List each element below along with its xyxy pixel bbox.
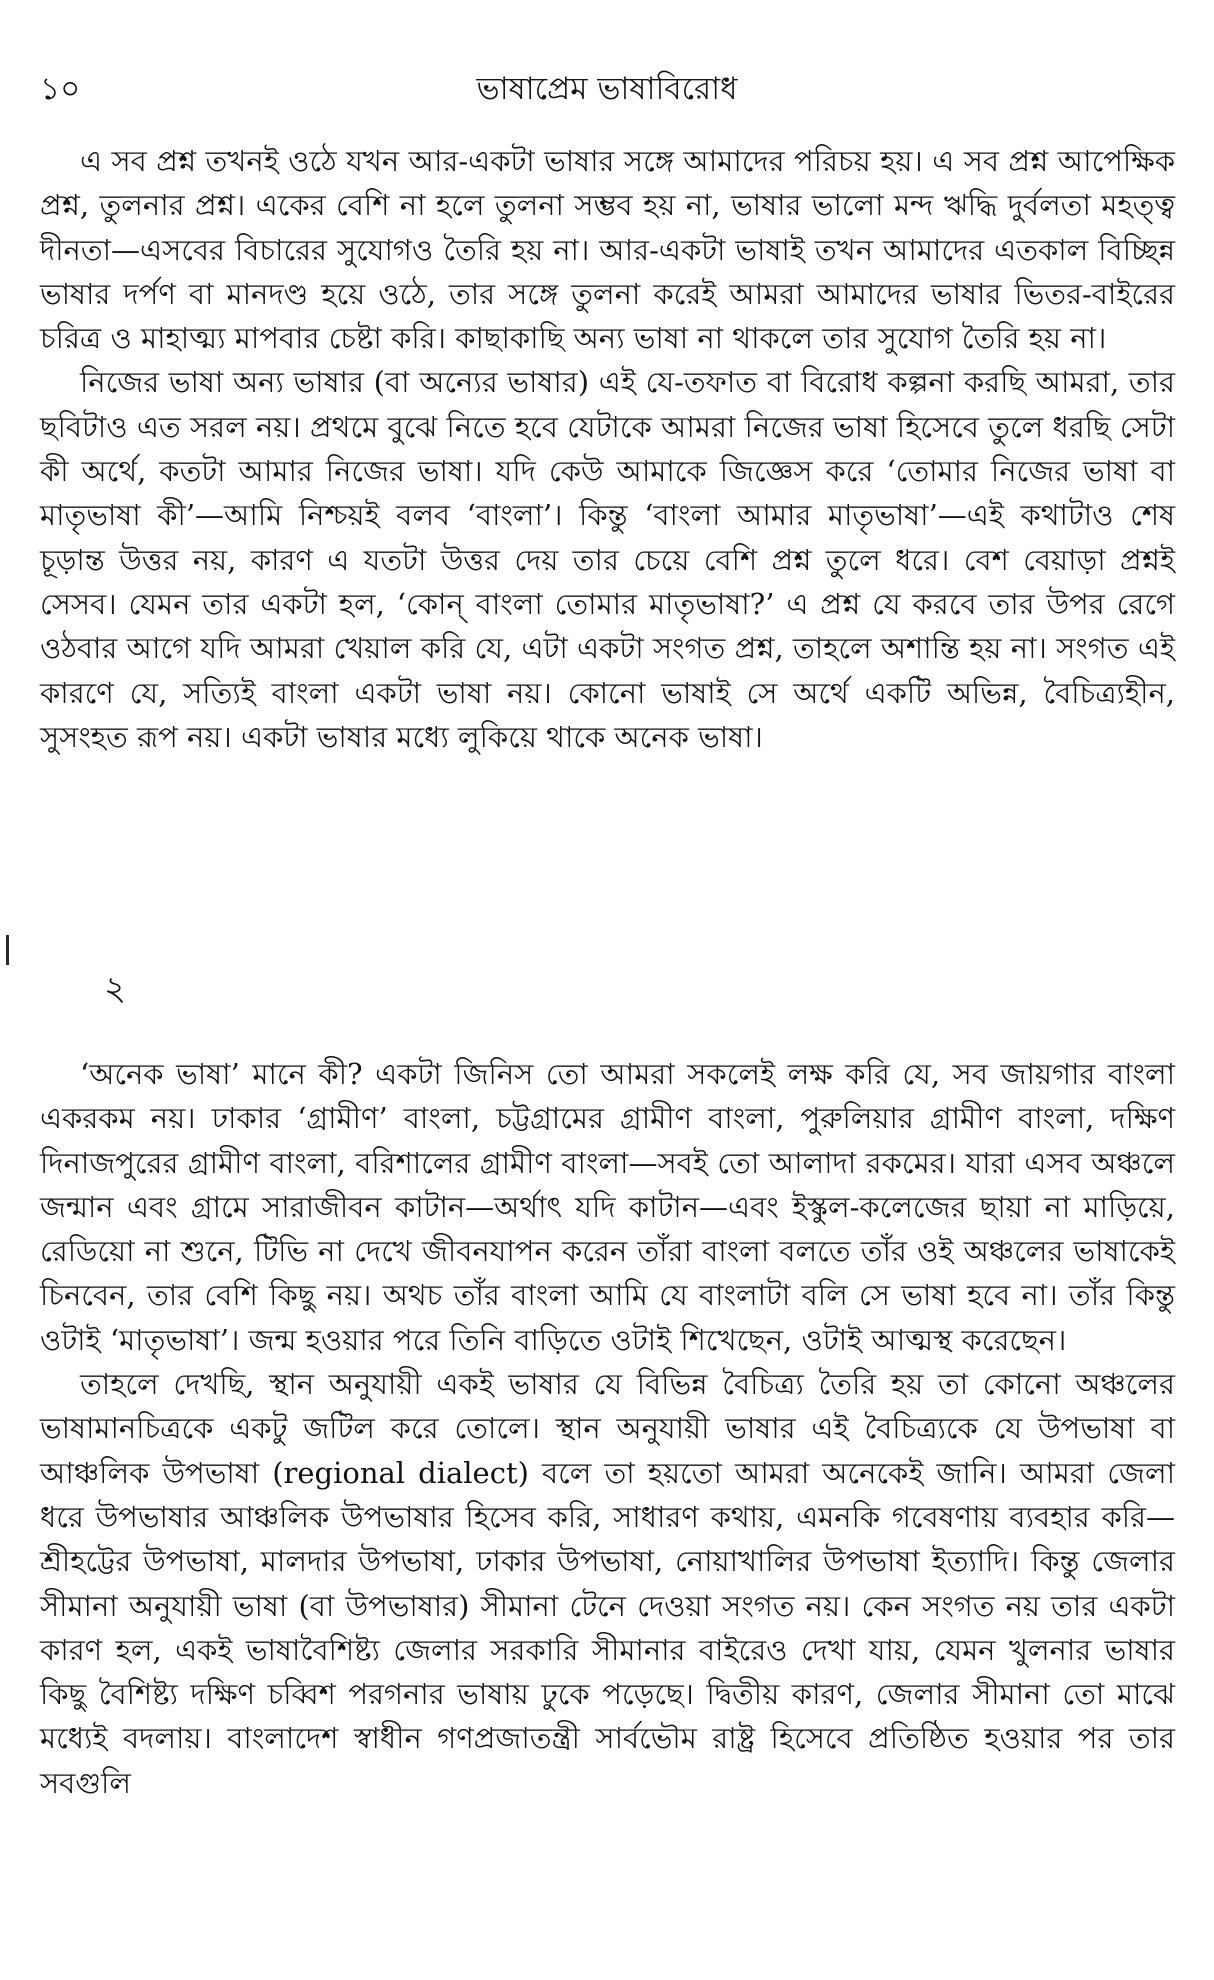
paragraph: তাহলে দেখছি, স্থান অনুযায়ী একই ভাষার যে বিভিন্ন বৈচিত্র্য তৈরি হয় তা কোনো অঞ্চলের ভাষামানচিত্রকে একটু জটিল করে তোলে। স্থান অনুযায়ী ভাষার এই বৈচিত্র্যকে যে উপভাষা বা আঞ্চলিক উপভাষা (regional dialect) বলে তা হয়তো আমরা অনেকেই জানি। আমরা জেলা ধরে উপভাষার আঞ্চলিক উপভাষার হিসেব করি, সাধারণ কথায়, এমনকি গবেষণায় ব্যবহার করি—শ্রীহট্টের উপভাষা, মালদার উপভাষা, ঢাকার উপভাষা, নোয়াখালির উপভাষা ইত্যাদি। কিন্তু জেলার সীমানা অনুযায়ী ভাষা (বা উপভাষার) সীমানা টেনে দেওয়া সংগত নয়। কেন সংগত নয় তার একটা কারণ হল, একই ভাষাবৈশিষ্ট্য জেলার সরকারি সীমানার বাইরেও দেখা যায়, যেমন খুলনার ভাষার কিছু বৈশিষ্ট্য দক্ষিণ চব্বিশ পরগনার ভাষায় ঢুকে পড়েছে। দ্বিতীয় কারণ, জেলার সীমানা তো মাঝে মধ্যেই বদলায়। বাংলাদেশ স্বাধীন গণপ্রজাতন্ত্রী সার্বভৌম রাষ্ট্র হিসেবে প্রতিষ্ঠিত হওয়ার পর তার সবগুলি xyxy=(40,1367,1175,1800)
section-1-body xyxy=(40,139,1175,759)
section-2-body xyxy=(40,1052,1175,1805)
page-number: ১০ xyxy=(40,71,81,107)
margin-mark xyxy=(6,935,9,965)
running-title: ভাষাপ্রেম ভাষাবিরোধ xyxy=(476,71,738,107)
paragraph: ‘অনেক ভাষা’ মানে কী? একটা জিনিস তো আমরা সকলেই লক্ষ করি যে, সব জায়গার বাংলা একরকম নয়। ঢাকার ‘গ্রামীণ’ বাংলা, চট্টগ্রামের গ্রামীণ বাংলা, পুরুলিয়ার গ্রামীণ বাংলা, দক্ষিণ দিনাজপুরের গ্রামীণ বাংলা, বরিশালের গ্রামীণ বাংলা—সবই তো আলাদা রকমের। যারা এসব অঞ্চলে জন্মান এবং গ্রামে সারাজীবন কাটান—অর্থাৎ যদি কাটান—এবং ইস্কুল-কলেজের ছায়া না মাড়িয়ে, রেডিয়ো না শুনে, টিভি না দেখে জীবনযাপন করেন তাঁরা বাংলা বলতে তাঁর ওই অঞ্চলের ভাষাকেই চিনবেন, তার বেশি কিছু নয়। অথচ তাঁর বাংলা আমি যে বাংলাটা বলি সে ভাষা হবে না। তাঁর কিন্তু ওটাই ‘মাতৃভাষা’। জন্ম হওয়ার পরে তিনি বাড়িতে ওটাই শিখেছেন, ওটাই আত্মস্থ করেছেন। xyxy=(40,1057,1175,1357)
paragraph: নিজের ভাষা অন্য ভাষার (বা অন্যের ভাষার) এই যে-তফাত বা বিরোধ কল্পনা করছি আমরা, তার ছবিটাও এত সরল নয়। প্রথমে বুঝে নিতে হবে যেটাকে আমরা নিজের ভাষা হিসেবে তুলে ধরছি সেটা কী অর্থে, কতটা আমার নিজের ভাষা। যদি কেউ আমাকে জিজ্ঞেস করে ‘তোমার নিজের ভাষা বা মাতৃভাষা কী’—আমি নিশ্চয়ই বলব ‘বাংলা’। কিন্তু ‘বাংলা আমার মাতৃভাষা’—এই কথাটাও শেষ চূড়ান্ত উত্তর নয়, কারণ এ যতটা উত্তর দেয় তার চেয়ে বেশি প্রশ্ন তুলে ধরে। বেশ বেয়াড়া প্রশ্নই সেসব। যেমন তার একটা হল, ‘কোন্ বাংলা তোমার মাতৃভাষা?’ এ প্রশ্ন যে করবে তার উপর রেগে ওঠবার আগে যদি আমরা খেয়াল করি যে, এটা একটা সংগত প্রশ্ন, তাহলে অশান্তি হয় না। সংগত এই কারণে যে, সত্যিই বাংলা একটা ভাষা নয়। কোনো ভাষাই সে অর্থে একটি অভিন্ন, বৈচিত্র্যহীন, সুসংহত রূপ নয়। একটা ভাষার মধ্যে লুকিয়ে থাকে অনেক ভাষা। xyxy=(40,365,1175,754)
section-number: ২ xyxy=(104,969,127,1009)
paragraph: এ সব প্রশ্ন তখনই ওঠে যখন আর-একটা ভাষার সঙ্গে আমাদের পরিচয় হয়। এ সব প্রশ্ন আপেক্ষিক প্রশ্ন, তুলনার প্রশ্ন। একের বেশি না হলে তুলনা সম্ভব হয় না, ভাষার ভালো মন্দ ঋদ্ধি দুর্বলতা মহত্ত্ব দীনতা—এসবের বিচারের সুযোগও তৈরি হয় না। আর-একটা ভাষাই তখন আমাদের এতকাল বিচ্ছিন্ন ভাষার দর্পণ বা মানদণ্ড হয়ে ওঠে, তার সঙ্গে তুলনা করেই আমরা আমাদের ভাষার ভিতর-বাইরের চরিত্র ও মাহাত্ম্য মাপবার চেষ্টা করি। কাছাকাছি অন্য ভাষা না থাকলে তার সুযোগ তৈরি হয় না। xyxy=(40,144,1175,356)
